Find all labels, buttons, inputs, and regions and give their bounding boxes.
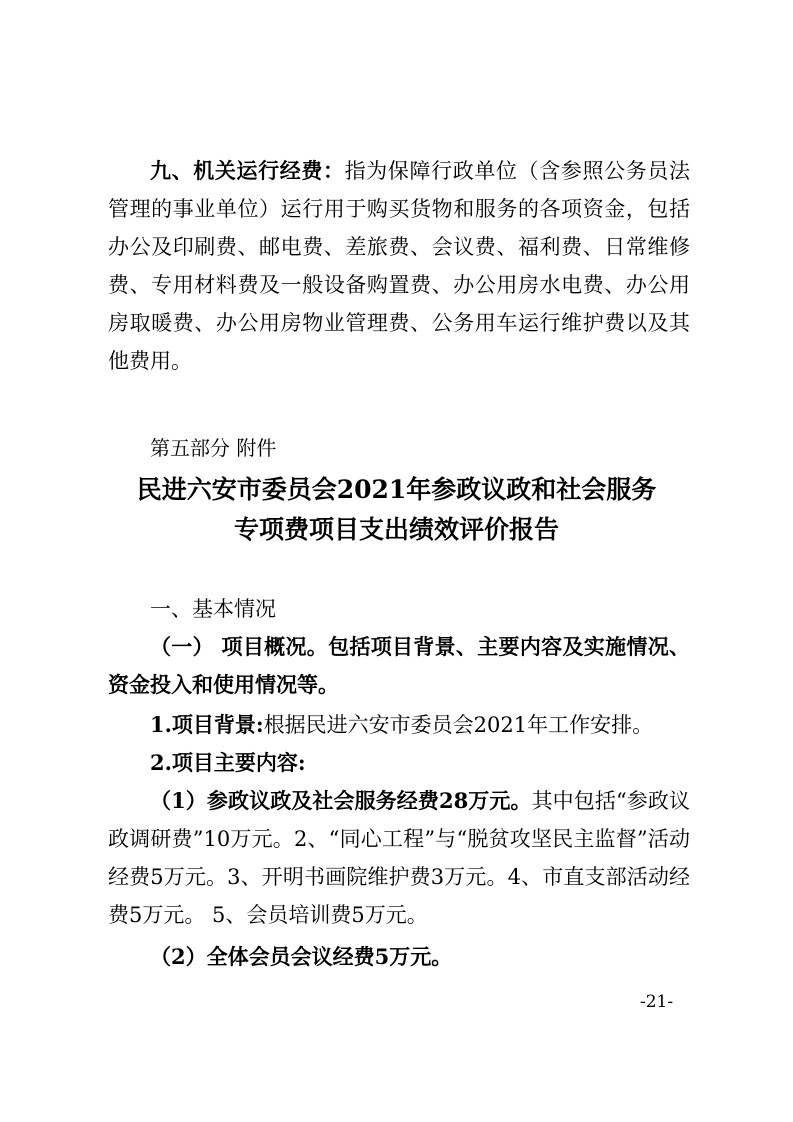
section9-paragraph <box>108 152 690 380</box>
basic-info-heading: 一、基本情况 <box>150 597 276 621</box>
project-background <box>108 706 690 744</box>
report-title-line2: 专项费项目支出绩效评价报告 <box>233 515 559 544</box>
section9-label: 九、机关运行经费： <box>150 158 345 183</box>
part5-heading: 第五部分 附件 <box>150 436 277 460</box>
page-number: -21- <box>640 992 674 1012</box>
project-background-label: 1.项目背景: <box>150 712 264 737</box>
item1-paragraph <box>108 782 690 934</box>
project-content-heading: 2.项目主要内容: <box>150 750 306 775</box>
section9-text: 指为保障行政单位（含参照公务员法管理的事业单位）运行用于购买货物和服务的各项资金，包括办公及印刷费、邮电费、差旅费、会议费、福利费、日常维修费、专用材料费及一般设备购置费、办公用房水电费、办公用房取暖费、办公用房物业管理费、公务用车运行维护费以及其他费用。 <box>108 159 690 373</box>
project-overview: （一） 项目概况。包括项目背景、主要内容及实施情况、资金投入和使用情况等。 <box>108 634 690 697</box>
item1-label: （1）参政议政及社会服务经费28万元。 <box>150 788 532 813</box>
item2-paragraph: （2）全体会员会议经费5万元。 <box>150 944 453 969</box>
report-title-line1: 民进六安市委员会2021年参政议政和社会服务 <box>136 475 657 504</box>
item1-text: 其中包括“参政议政调研费”10万元。2、“同心工程”与“脱贫攻坚民主监督”活动经费5万元。3、开明书画院维护费3万元。4、市直支部活动经费5万元。 5、会员培训费5万元。 <box>108 789 690 927</box>
project-background-text: 根据民进六安市委员会2021年工作安排。 <box>263 713 654 737</box>
